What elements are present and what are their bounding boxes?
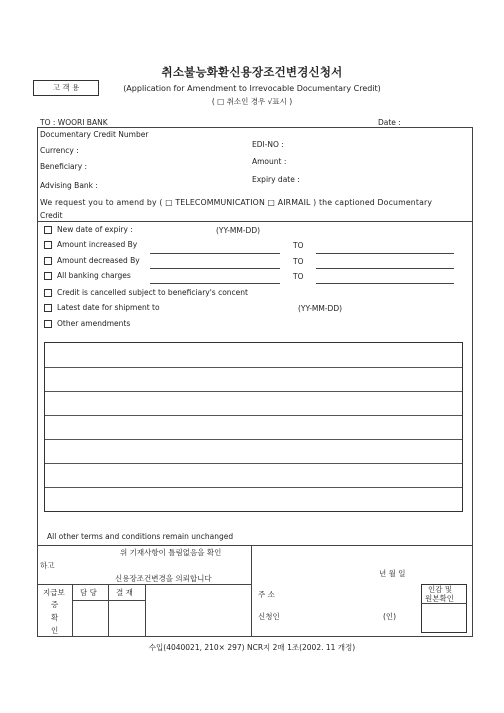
to-label: TO: [293, 257, 304, 266]
grid-line: [72, 584, 73, 637]
seal-mark: (인): [383, 612, 397, 621]
divider: [37, 545, 473, 546]
confirm-text-2: 하고: [40, 561, 55, 570]
grid-line: [145, 584, 146, 637]
to-label: TO: [293, 241, 304, 250]
fill-line: [150, 268, 280, 269]
dc-number-label: Documentary Credit Number: [40, 130, 149, 139]
divider: [37, 221, 473, 222]
banking-charges-label: All banking charges: [57, 271, 131, 280]
applicant-label: 신청인: [258, 612, 280, 621]
subtitle-en: (Application for Amendment to Irrevocable Documentary Credit): [123, 84, 381, 93]
to-bank: TO : WOORI BANK: [40, 118, 108, 127]
amendment-row-line: [45, 439, 462, 440]
fill-line: [316, 283, 454, 284]
expiry-date-label: Expiry date :: [252, 175, 300, 184]
date-label: Date :: [378, 118, 401, 127]
stamp-label-1: 인감 및: [428, 585, 453, 594]
page-title: 취소불능화환신용장조건변경신청서: [161, 65, 343, 79]
terms-unchanged-note: All other terms and conditions remain unchanged: [47, 532, 234, 541]
option-amount-decreased[interactable]: [44, 256, 140, 265]
grid-line: [72, 600, 145, 601]
confirm-text-3: 신용장조건변경을 의뢰합니다: [115, 574, 212, 583]
divider: [37, 584, 251, 585]
checkbox[interactable]: [44, 241, 52, 249]
approval-col-label: 확: [51, 613, 59, 622]
beneficiary-label: Beneficiary :: [40, 162, 88, 171]
checkbox[interactable]: [44, 272, 52, 280]
amendments-box[interactable]: [44, 342, 463, 512]
checkbox[interactable]: [44, 289, 52, 297]
advising-bank-label: Advising Bank :: [40, 181, 98, 190]
new-expiry-format: (YY-MM-DD): [216, 226, 261, 235]
amendment-row-line: [45, 367, 462, 368]
staff-label: 담 당: [80, 588, 97, 597]
customer-copy-label: 고 객 용: [52, 83, 80, 92]
checkbox[interactable]: [44, 304, 52, 312]
option-banking-charges[interactable]: [44, 271, 131, 280]
form-number: 수입(4040021, 210× 297) NCR지 2매 1조(2002. 11 개정): [148, 643, 356, 652]
checkbox[interactable]: [44, 257, 52, 265]
sign-divider-vertical: [251, 545, 252, 637]
approval-col-label: 증: [51, 600, 59, 609]
fill-line: [316, 268, 454, 269]
other-label: Other amendments: [57, 319, 131, 328]
year-month-day: 년 월 일: [379, 569, 406, 578]
to-label: TO: [293, 272, 304, 281]
approval-col-label: 인: [51, 626, 59, 635]
frame-right: [472, 127, 473, 637]
grid-line: [108, 584, 109, 637]
subtitle-note: ( □ 취소인 경우 √표시 ): [211, 97, 293, 106]
grid-line: [421, 603, 467, 604]
amount-increased-label: Amount increased By: [57, 240, 138, 249]
option-other[interactable]: [44, 319, 130, 328]
latest-shipment-format: (YY-MM-DD): [298, 304, 343, 313]
cancelled-label: Credit is cancelled subject to beneficiary's concent: [57, 288, 248, 297]
fill-line: [150, 283, 280, 284]
divider: [37, 127, 473, 128]
amendment-row-line: [45, 463, 462, 464]
amendment-row-line: [45, 391, 462, 392]
amendment-row-line: [45, 415, 462, 416]
fill-line: [316, 253, 454, 254]
checkbox[interactable]: [44, 226, 52, 234]
confirm-text-1: 위 기재사항이 틀림없음을 확인: [120, 548, 222, 557]
frame-left: [37, 127, 38, 637]
approve-label: 결 재: [116, 588, 133, 597]
stamp-label-2: 원본확인: [425, 594, 454, 603]
address-label: 주 소: [258, 590, 275, 599]
currency-label: Currency :: [40, 146, 79, 155]
option-new-expiry[interactable]: [44, 225, 133, 234]
approval-col-label: 지급보: [43, 588, 65, 597]
amount-label: Amount :: [252, 157, 287, 166]
request-line-1: We request you to amend by ( □ TELECOMMUNICATION □ AIRMAIL ) the captioned Documentary: [40, 198, 433, 207]
checkbox[interactable]: [44, 320, 52, 328]
new-expiry-label: New date of expiry :: [57, 225, 133, 234]
amount-decreased-label: Amount decreased By: [57, 256, 140, 265]
option-latest-shipment[interactable]: [44, 303, 160, 312]
latest-shipment-label: Latest date for shipment to: [57, 303, 160, 312]
request-line-2: Credit: [40, 211, 63, 220]
option-cancelled[interactable]: [44, 288, 248, 297]
edi-no-label: EDI-NO :: [252, 140, 284, 149]
frame-bottom: [37, 636, 473, 637]
amendment-row-line: [45, 487, 462, 488]
fill-line: [150, 253, 280, 254]
option-amount-increased[interactable]: [44, 240, 137, 249]
